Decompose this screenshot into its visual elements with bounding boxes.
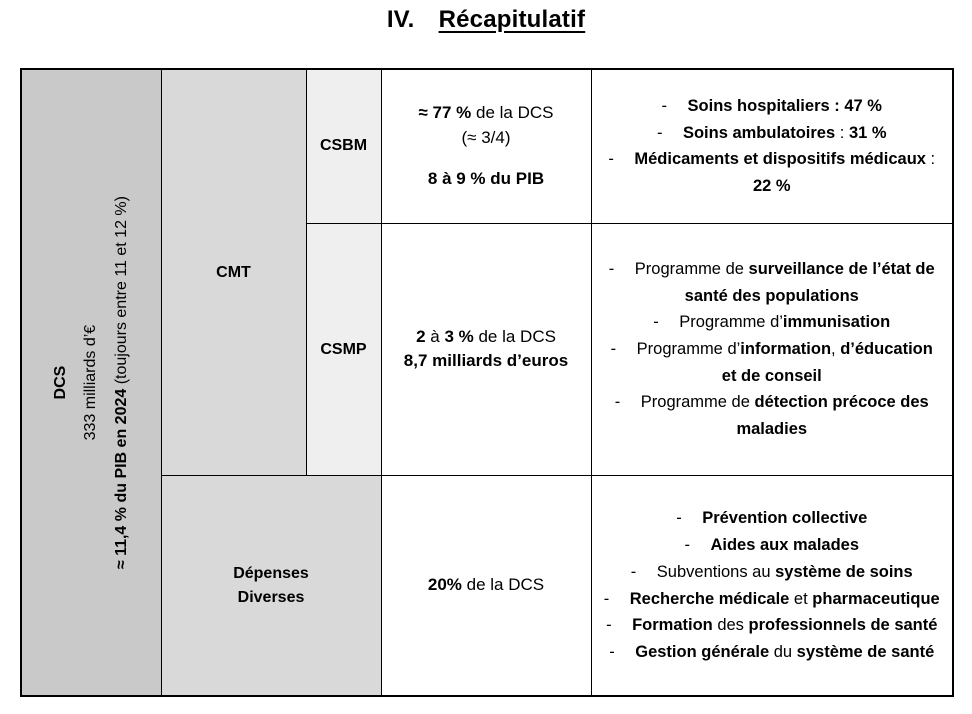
list-item — [604, 586, 941, 613]
list-item-text — [679, 313, 890, 331]
text-emphasis: Formation — [632, 616, 713, 635]
csmp-of-dcs: de la DCS — [473, 326, 556, 346]
text-emphasis: information — [740, 340, 832, 359]
depenses-diverses-value — [382, 565, 591, 606]
csmp-value — [382, 317, 591, 382]
text-emphasis: immunisation — [782, 313, 891, 332]
list-item-text — [632, 616, 937, 634]
list-item — [604, 612, 941, 639]
list-item — [604, 639, 941, 666]
text-emphasis: d’éducation et de conseil — [721, 340, 933, 385]
bullet-dash-icon: - — [653, 313, 659, 332]
list-item-text — [635, 260, 935, 305]
list-item-text — [634, 150, 935, 195]
text-emphasis: système de santé — [796, 643, 935, 662]
text-plain: , — [831, 340, 841, 359]
list-item — [604, 120, 941, 147]
text-plain: et — [789, 589, 813, 608]
cell-csbm-value — [381, 69, 591, 223]
bullet-dash-icon: - — [608, 259, 615, 278]
text-plain: : — [925, 150, 936, 169]
depenses-diverses-label — [162, 562, 381, 608]
depenses-diverses-pct: 20% — [427, 575, 462, 595]
list-item — [604, 256, 941, 309]
csmp-detail-list — [592, 248, 953, 451]
text-emphasis: Gestion générale — [635, 643, 770, 662]
csmp-value-line2: 8,7 milliards d’euros — [403, 351, 569, 371]
cell-depenses-diverses-details — [591, 476, 953, 696]
page-title — [0, 6, 972, 34]
text-emphasis: Aides aux malades — [710, 536, 860, 555]
bullet-dash-icon: - — [676, 509, 682, 528]
cell-csbm-details — [591, 69, 953, 223]
dcs-vertical-wrap — [22, 70, 161, 695]
bullet-dash-icon: - — [606, 616, 612, 635]
list-item — [604, 505, 941, 532]
cell-csmp-value — [381, 223, 591, 476]
list-item-text — [683, 124, 887, 142]
text-plain: Programme d’ — [636, 340, 741, 359]
cell-cmt — [161, 69, 306, 476]
csmp-label: CSMP — [320, 340, 367, 358]
bullet-dash-icon: - — [608, 150, 614, 169]
list-item — [604, 389, 941, 442]
text-plain: du — [769, 643, 797, 662]
bullet-dash-icon: - — [656, 123, 663, 142]
text-emphasis: Soins ambulatoires — [682, 123, 836, 142]
list-item — [604, 93, 941, 120]
text-plain: des — [712, 616, 749, 635]
cell-depenses-diverses-value — [381, 476, 591, 696]
bullet-dash-icon: - — [684, 536, 690, 555]
table-row — [21, 476, 953, 696]
text-emphasis: système de soins — [775, 562, 913, 581]
depenses-diverses-label-line2: Diverses — [237, 588, 305, 606]
text-plain: Subventions au — [656, 562, 776, 581]
bullet-dash-icon: - — [603, 589, 610, 608]
text-emphasis: détection précoce des maladies — [736, 393, 929, 439]
bullet-dash-icon: - — [614, 393, 621, 412]
csbm-value — [382, 93, 591, 199]
text-emphasis: 31 % — [848, 123, 887, 142]
cell-depenses-diverses-label — [161, 476, 381, 696]
text-emphasis: surveillance de l’état de santé des populations — [684, 259, 935, 305]
dcs-pib-bold: ≈ 11,4 % du PIB en 2024 — [112, 388, 130, 570]
csbm-pct-rest: de la DCS — [471, 103, 554, 123]
text-emphasis: Prévention collective — [702, 509, 868, 528]
list-item-text — [635, 643, 934, 661]
cell-csmp-details — [591, 223, 953, 476]
csbm-label: CSBM — [319, 137, 368, 155]
list-item-text — [657, 563, 913, 581]
list-item-text — [641, 393, 929, 438]
bullet-dash-icon: - — [630, 562, 637, 581]
cell-csbm-label — [306, 69, 381, 223]
csbm-pct: ≈ 77 % — [418, 103, 472, 123]
cell-csmp-label — [306, 223, 381, 476]
dcs-pib-rest: (toujours entre 11 et 12 %) — [112, 195, 130, 389]
csmp-high: 3 % — [444, 326, 474, 346]
text-emphasis: professionnels de santé — [748, 616, 938, 635]
dcs-label: DCS — [51, 365, 69, 400]
bullet-dash-icon: - — [609, 643, 615, 662]
csmp-value-line1 — [416, 327, 556, 346]
text-emphasis: 22 % — [752, 176, 791, 195]
text-emphasis: Soins hospitaliers : 47 % — [687, 96, 882, 115]
csbm-value-line3: 8 à 9 % du PIB — [427, 168, 545, 188]
text-plain: Programme de — [634, 259, 749, 278]
list-item-text — [630, 590, 940, 608]
text-plain: Programme d’ — [679, 313, 783, 332]
table-row — [21, 69, 953, 223]
list-item-text — [702, 509, 867, 527]
text-emphasis: Recherche médicale — [629, 589, 790, 608]
list-item — [604, 146, 941, 199]
list-item — [604, 559, 941, 586]
list-item-text — [710, 536, 859, 554]
cmt-label: CMT — [216, 263, 251, 281]
list-item — [604, 532, 941, 559]
text-plain: : — [835, 123, 849, 142]
text-emphasis: pharmaceutique — [812, 589, 940, 608]
recapitulatif-table — [20, 68, 954, 697]
dcs-vertical-text — [46, 196, 137, 569]
list-item — [604, 309, 941, 336]
page-title-text: Récapitulatif — [438, 6, 586, 33]
csmp-sep: à — [425, 326, 445, 346]
list-item — [604, 336, 941, 389]
cell-dcs — [21, 69, 161, 696]
csbm-value-line2: (≈ 3/4) — [461, 127, 511, 147]
page-title-number: IV. — [386, 6, 415, 33]
list-item-text — [688, 97, 882, 115]
depenses-diverses-label-line1: Dépenses — [233, 565, 309, 583]
depenses-diverses-pct-rest: de la DCS — [461, 575, 545, 595]
spacer — [392, 151, 581, 167]
text-plain: Programme de — [640, 393, 755, 412]
dcs-amount: 333 milliards d’€ — [82, 324, 100, 441]
csbm-value-line1 — [418, 103, 553, 122]
csmp-low: 2 — [416, 326, 426, 346]
bullet-dash-icon: - — [661, 96, 668, 115]
depenses-diverses-detail-list — [592, 497, 953, 673]
list-item-text — [637, 340, 933, 385]
bullet-dash-icon: - — [610, 340, 617, 359]
text-emphasis: Médicaments et dispositifs médicaux — [634, 150, 926, 169]
dcs-pib — [106, 196, 136, 569]
csbm-detail-list — [592, 85, 953, 208]
